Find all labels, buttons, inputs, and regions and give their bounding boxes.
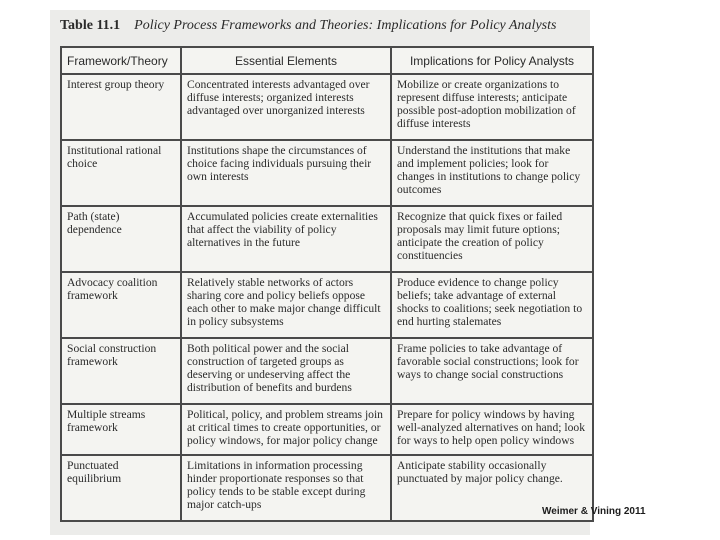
framework-cell: Interest group theory [61, 74, 181, 140]
elements-cell: Political, policy, and problem streams join at critical times to create opportunities, or policy windows, for major policy change [181, 404, 391, 455]
framework-cell: Institutional rational choice [61, 140, 181, 206]
implications-cell: Anticipate stability occasionally punctuated by major policy change. [391, 455, 593, 521]
source-credit: Weimer & Vining 2011 [542, 506, 646, 517]
implications-cell: Understand the institutions that make and implement policies; look for changes in institutions to change policy outcomes [391, 140, 593, 206]
elements-cell: Limitations in information processing hinder proportionate responses so that policy tends to be stable except during major catch-ups [181, 455, 391, 521]
table-title: Policy Process Frameworks and Theories: Implications for Policy Analysts [134, 18, 557, 33]
framework-cell: Social construction framework [61, 338, 181, 404]
policy-frameworks-table [60, 46, 594, 522]
table-row [61, 140, 593, 206]
elements-cell: Relatively stable networks of actors sharing core and policy beliefs oppose each other to make major change difficult in policy subsystems [181, 272, 391, 338]
table-row [61, 206, 593, 272]
framework-cell: Advocacy coalition framework [61, 272, 181, 338]
table-row [61, 455, 593, 521]
table-row [61, 272, 593, 338]
table-number: Table 11.1 [60, 18, 121, 33]
implications-cell: Produce evidence to change policy beliefs; take advantage of external shocks to coalitions; seek negotiation to end hurting stalemates [391, 272, 593, 338]
table-row [61, 74, 593, 140]
elements-cell: Both political power and the social construction of targeted groups as deserving or undeserving affect the distribution of benefits and burdens [181, 338, 391, 404]
header-implications: Implications for Policy Analysts [391, 47, 593, 74]
header-framework: Framework/Theory [61, 47, 181, 74]
header-essential-elements: Essential Elements [181, 47, 391, 74]
elements-cell: Accumulated policies create externalities that affect the viability of policy alternatives in the future [181, 206, 391, 272]
framework-cell: Punctuated equilibrium [61, 455, 181, 521]
elements-cell: Concentrated interests advantaged over diffuse interests; organized interests advantaged over unorganized interests [181, 74, 391, 140]
table-caption [60, 18, 585, 34]
implications-cell: Recognize that quick fixes or failed proposals may limit future options; anticipate the creation of policy constituencies [391, 206, 593, 272]
table-header-row [61, 47, 593, 74]
implications-cell: Prepare for policy windows by having well-analyzed alternatives on hand; look for ways to help open policy windows [391, 404, 593, 455]
table-row [61, 338, 593, 404]
elements-cell: Institutions shape the circumstances of choice facing individuals pursuing their own interests [181, 140, 391, 206]
implications-cell: Frame policies to take advantage of favorable social constructions; look for ways to change social constructions [391, 338, 593, 404]
framework-cell: Multiple streams framework [61, 404, 181, 455]
implications-cell: Mobilize or create organizations to represent diffuse interests; anticipate possible post-adoption mobilization of diffuse interests [391, 74, 593, 140]
table-row [61, 404, 593, 455]
framework-cell: Path (state) dependence [61, 206, 181, 272]
